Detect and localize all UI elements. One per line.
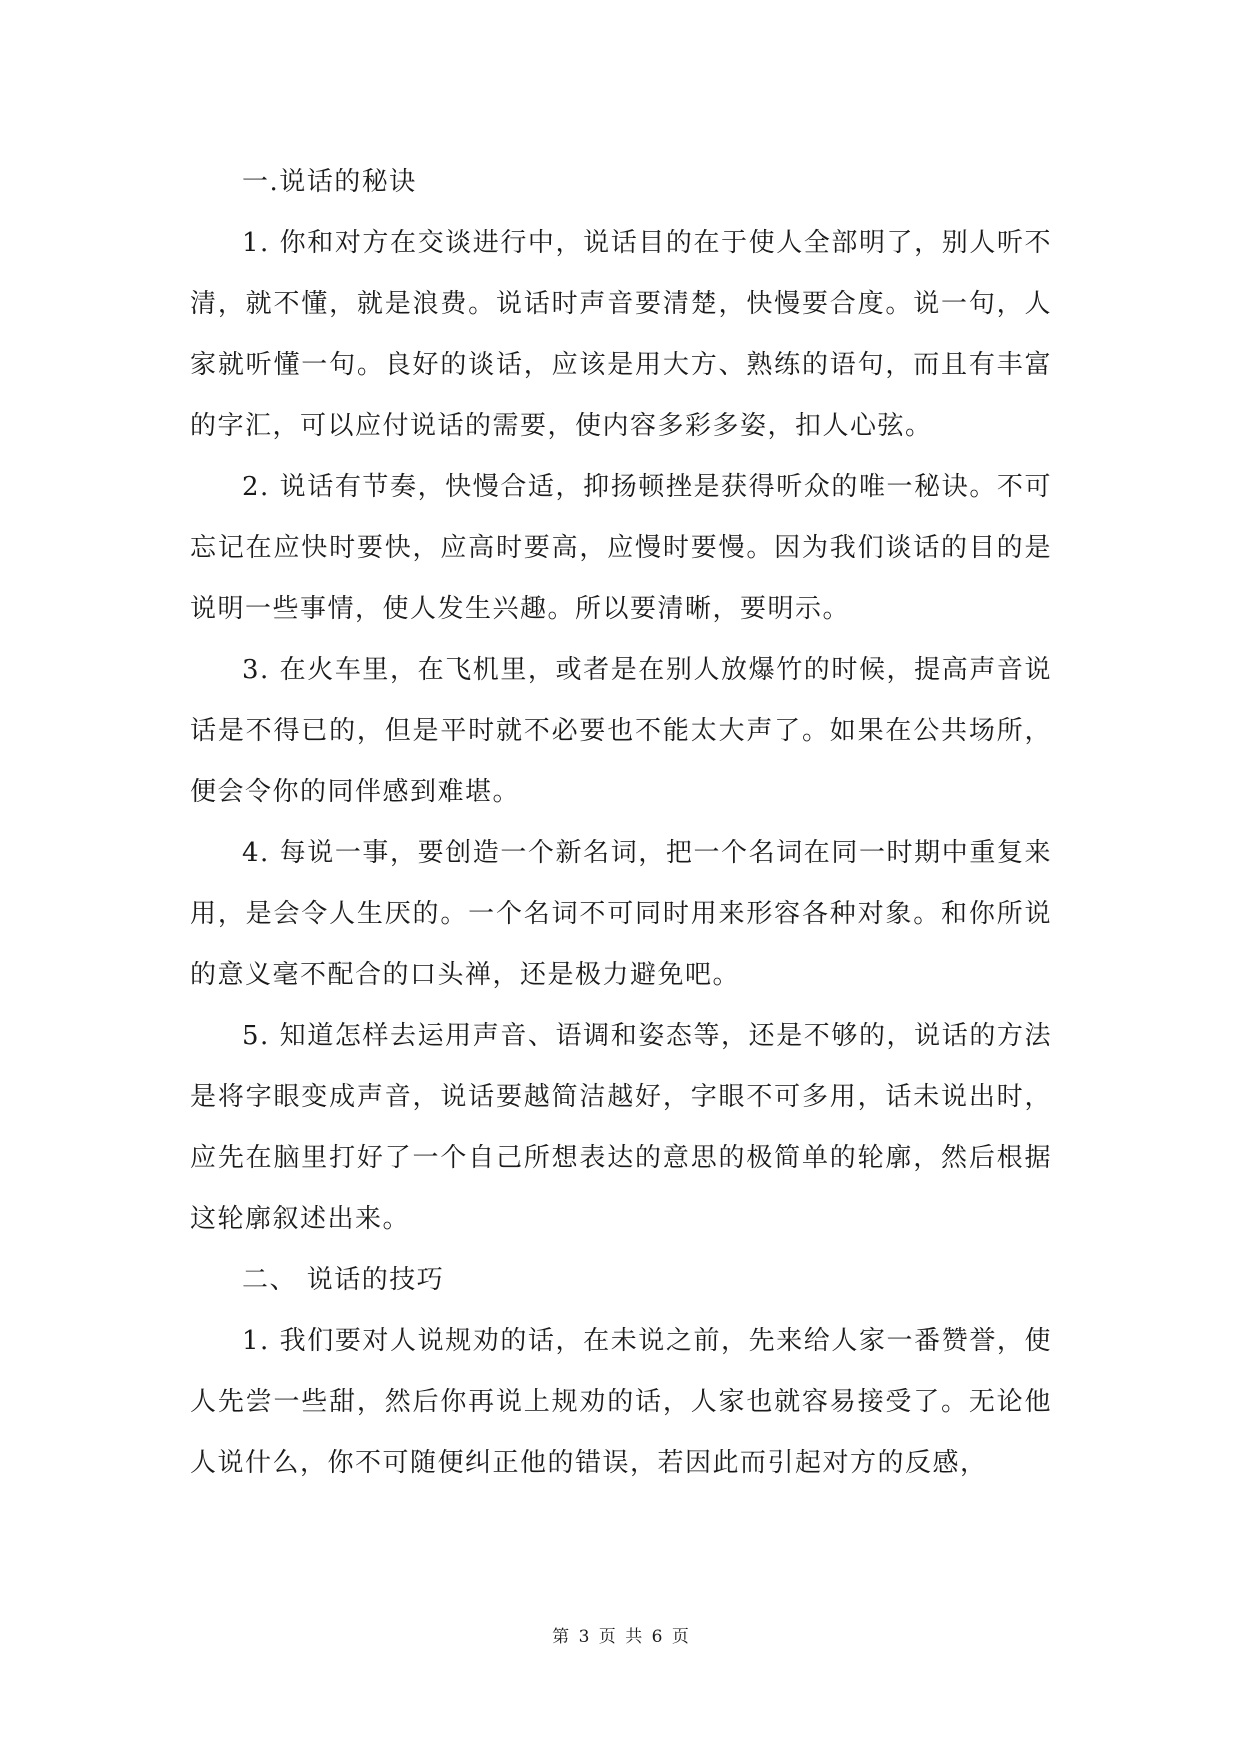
paragraph: 1. 你和对方在交谈进行中，说话目的在于使人全部明了，别人听不清，就不懂，就是浪费。说话时声音要清楚，快慢要合度。说一句，人家就听懂一句。良好的谈话，应该是用大方、熟练的语句，而且有丰富的字汇，可以应付说话的需要，使内容多彩多姿，扣人心弦。	[190, 228, 1052, 441]
section-heading: 二、 说话的技巧	[242, 1265, 445, 1295]
paragraph: 5. 知道怎样去运用声音、语调和姿态等，还是不够的，说话的方法是将字眼变成声音，说话要越简洁越好，字眼不可多用，话未说出时，应先在脑里打好了一个自己所想表达的意思的极简单的轮廓，然后根据这轮廓叙述出来。	[190, 1021, 1052, 1234]
page-number-footer: 第 3 页 共 6 页	[552, 1627, 689, 1647]
paragraph: 3. 在火车里，在飞机里，或者是在别人放爆竹的时候，提高声音说话是不得已的，但是平时就不必要也不能太大声了。如果在公共场所，便会令你的同伴感到难堪。	[190, 655, 1052, 807]
document-body	[190, 152, 1052, 1494]
paragraph: 1. 我们要对人说规劝的话，在未说之前，先来给人家一番赞誉，使人先尝一些甜，然后你再说上规劝的话，人家也就容易接受了。无论他人说什么，你不可随便纠正他的错误，若因此而引起对方的反感，	[190, 1326, 1052, 1478]
paragraph: 4. 每说一事，要创造一个新名词，把一个名词在同一时期中重复来用，是会令人生厌的。一个名词不可同时用来形容各种对象。和你所说的意义毫不配合的口头禅，还是极力避免吧。	[190, 838, 1052, 990]
paragraph: 2. 说话有节奏，快慢合适，抑扬顿挫是获得听众的唯一秘诀。不可忘记在应快时要快，应高时要高，应慢时要慢。因为我们谈话的目的是说明一些事情，使人发生兴趣。所以要清晰，要明示。	[190, 472, 1052, 624]
section-heading: 一.说话的秘诀	[242, 167, 417, 197]
